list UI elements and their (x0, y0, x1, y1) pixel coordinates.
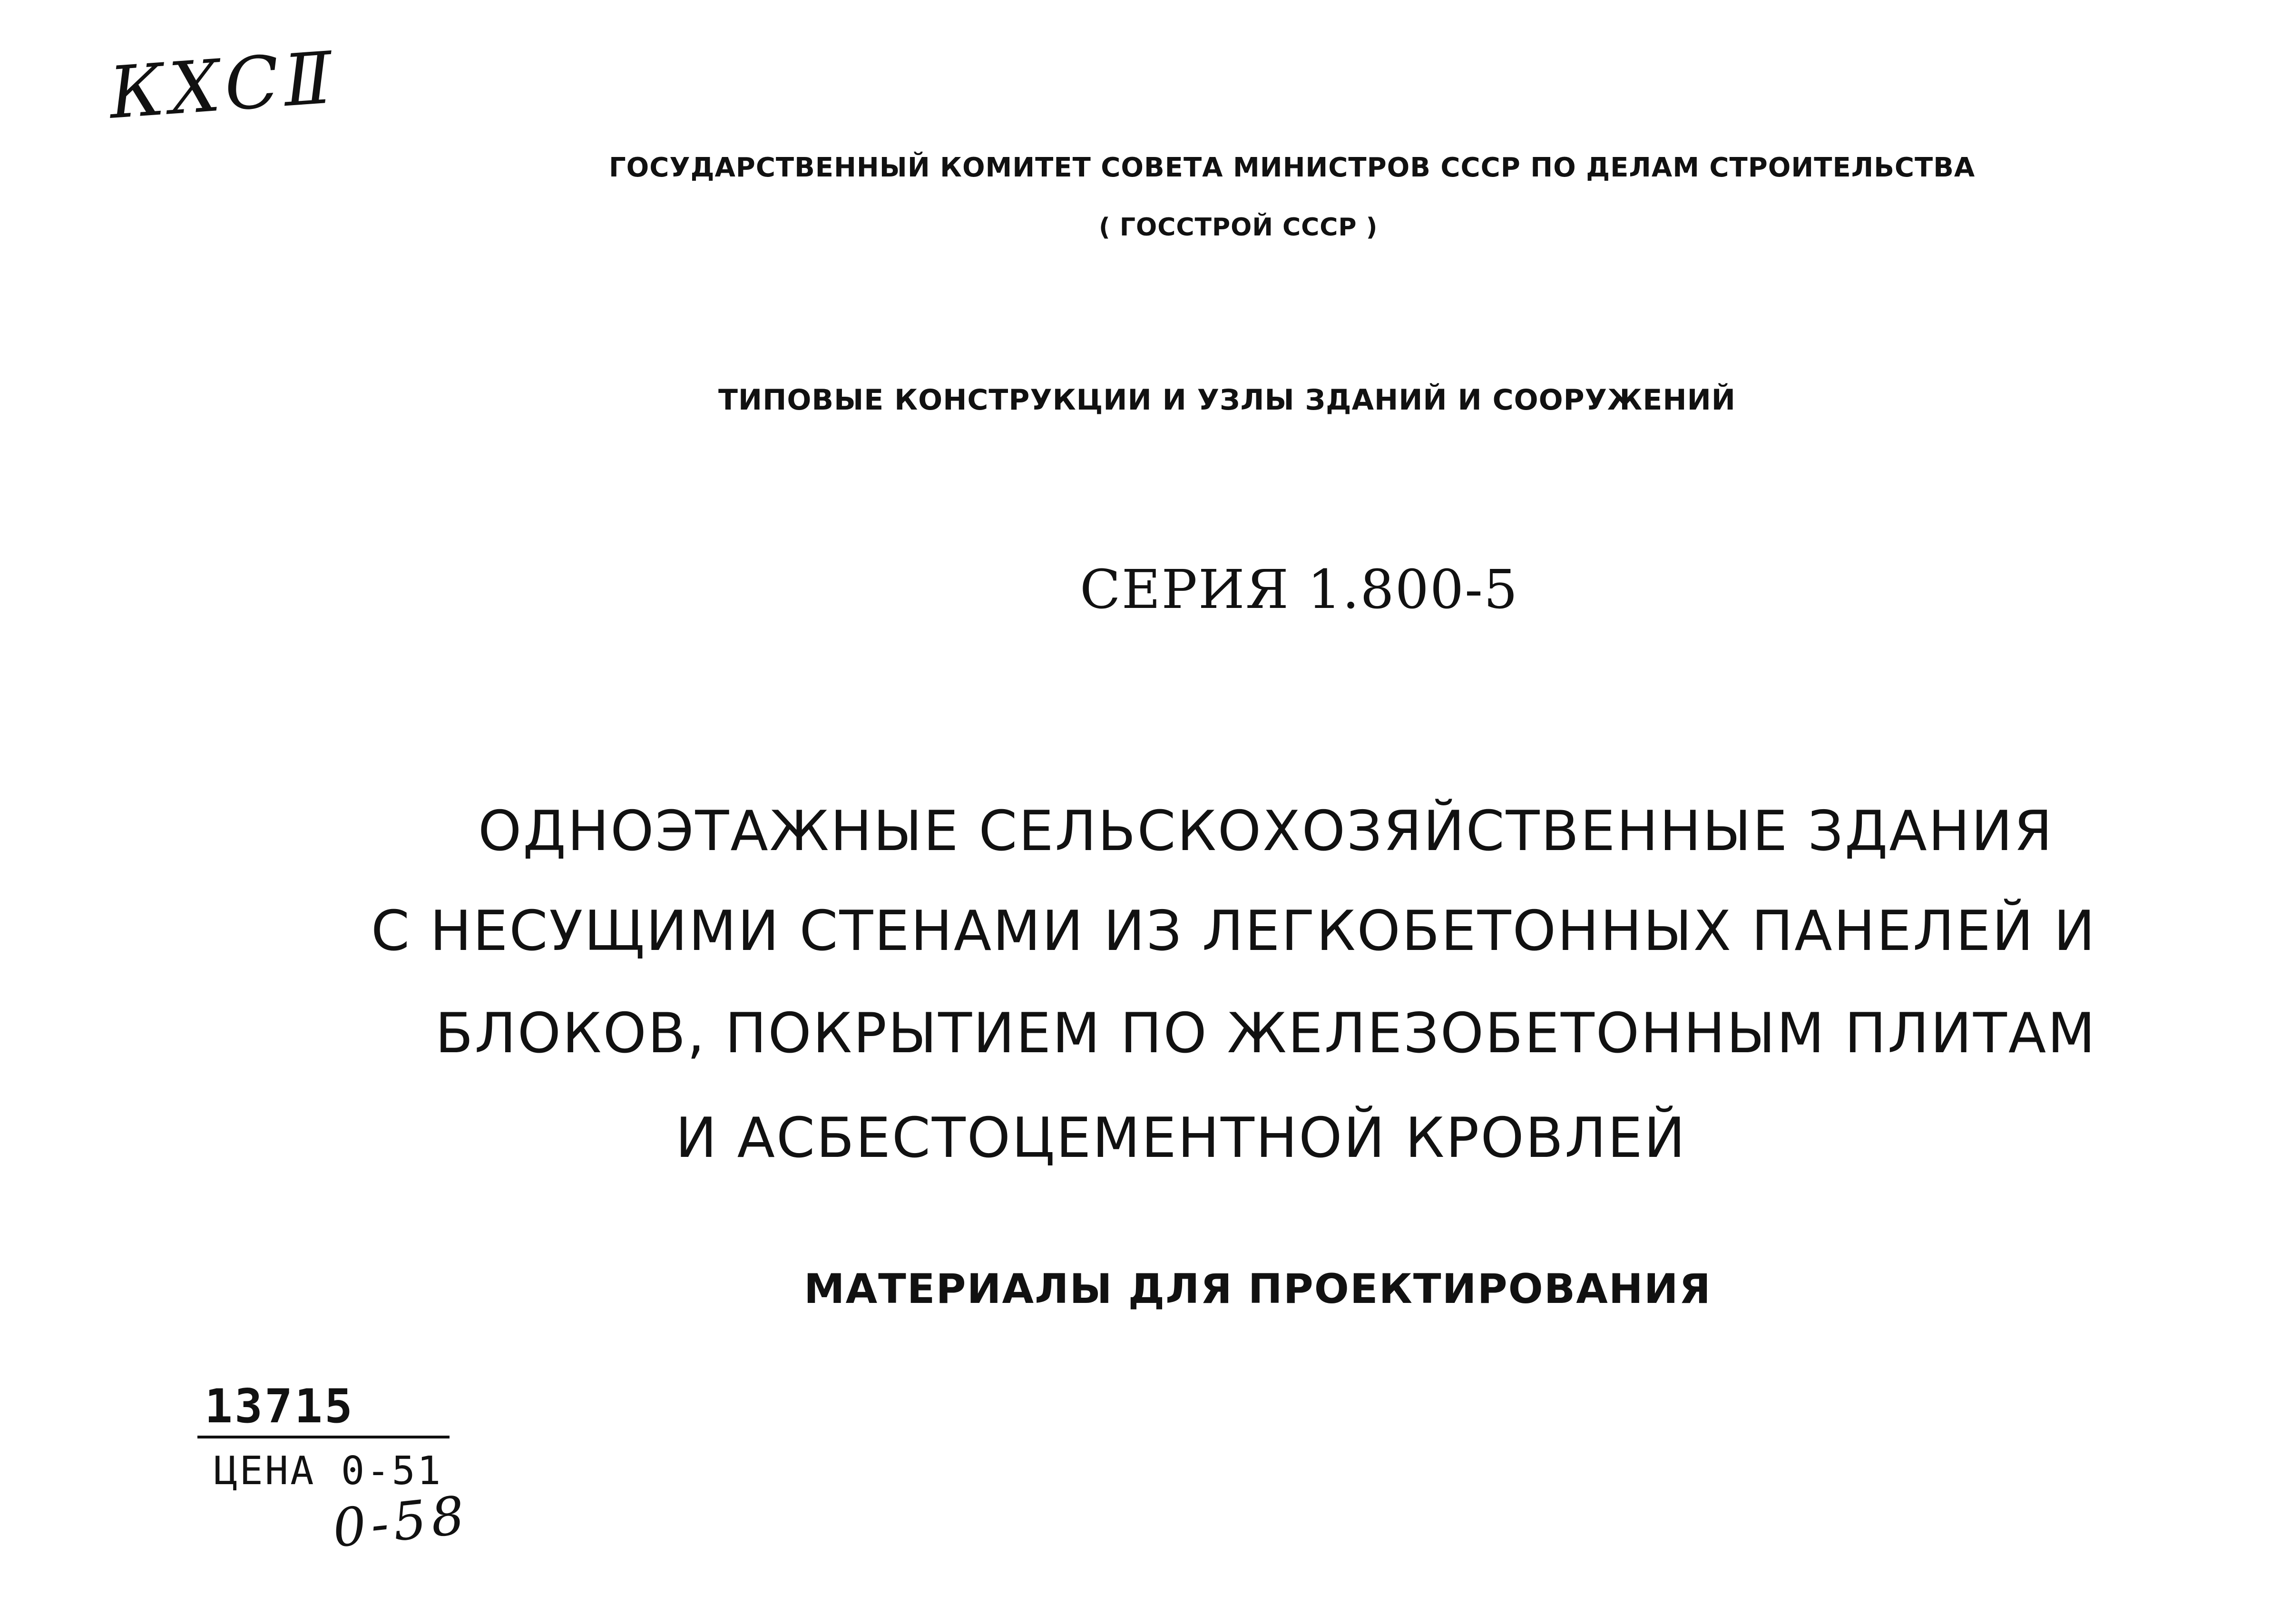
title-line-3: БЛОКОВ, ПОКРЫТИЕМ ПО ЖЕЛЕЗОБЕТОННЫМ ПЛИТАМ (435, 1001, 2097, 1066)
handwritten-code: КХСⅡ (106, 36, 340, 135)
document-subtitle: МАТЕРИАЛЫ ДЛЯ ПРОЕКТИРОВАНИЯ (804, 1265, 1712, 1313)
price-stamp: ЦЕНА 0-51 (214, 1448, 443, 1494)
inventory-underline (197, 1436, 450, 1438)
typical-structures-heading: ТИПОВЫЕ КОНСТРУКЦИИ И УЗЛЫ ЗДАНИЙ И СООРУЖЕНИЙ (718, 383, 1736, 417)
title-line-2: С НЕСУЩИМИ СТЕНАМИ ИЗ ЛЕГКОБЕТОННЫХ ПАНЕЛЕЙ И (371, 899, 2097, 963)
title-line-4: И АСБЕСТОЦЕМЕНТНОЙ КРОВЛЕЙ (675, 1106, 1687, 1170)
committee-heading: ГОСУДАРСТВЕННЫЙ КОМИТЕТ СОВЕТА МИНИСТРОВ СССР ПО ДЕЛАМ СТРОИТЕЛЬСТВА (609, 152, 1976, 183)
series-number: СЕРИЯ 1.800-5 (1080, 559, 1519, 621)
handwritten-price: 0-58 (330, 1484, 472, 1559)
gosstroy-heading: ( ГОССТРОЙ СССР ) (1099, 213, 1378, 242)
inventory-number: 13715 (205, 1379, 355, 1434)
title-line-1: ОДНОЭТАЖНЫЕ СЕЛЬСКОХОЗЯЙСТВЕННЫЕ ЗДАНИЯ (478, 799, 2054, 863)
